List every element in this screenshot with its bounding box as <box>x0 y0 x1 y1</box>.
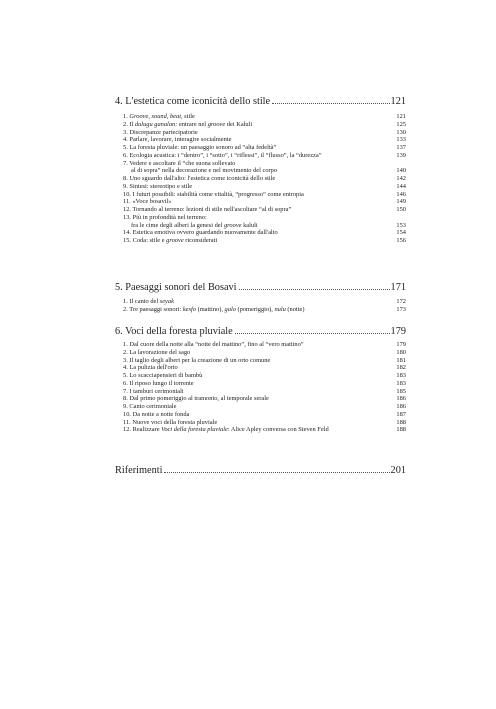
entry-title-text: kaluli <box>241 221 258 229</box>
entry-title <box>123 411 189 419</box>
entry-title <box>123 341 304 349</box>
entry-page-number: 179 <box>396 341 406 348</box>
entry-page-number: 172 <box>396 298 406 305</box>
entry-title-text: 9. Sintesi: stereotipo e stile <box>123 182 193 190</box>
chapter-page-number: 201 <box>390 465 406 476</box>
entry-title-italic: Voci della foresta pluviale <box>161 426 228 434</box>
entry-title-text: 2. Tre paesaggi sonori: <box>123 305 183 313</box>
entry-title-text: 4. Parlare, lavorare, interagire socialmente <box>123 136 232 144</box>
entry-title-text: 5. La foresta pluviale: un paesaggio sonoro ad “alta fedeltà” <box>123 144 277 151</box>
entry-title-text: 11. «Voce bosavil» <box>123 198 172 206</box>
chapter-title: 6. Voci della foresta pluviale <box>115 326 233 337</box>
chapter-page-number: 171 <box>390 282 406 293</box>
toc-entry <box>123 388 406 396</box>
entry-title-italic: groove <box>223 221 242 229</box>
entry-title-italic: groove <box>166 237 184 244</box>
entry-title <box>123 121 252 129</box>
entry-title <box>123 229 278 237</box>
entry-title <box>123 129 198 137</box>
entry-title-text: (pomeriggio), <box>235 305 275 313</box>
entry-title-text: 9. Canto cerimoniale <box>123 403 177 410</box>
entry-page-number: 144 <box>396 182 406 190</box>
toc-entry <box>131 222 406 230</box>
entry-title <box>123 364 178 372</box>
toc-entry <box>123 357 406 365</box>
entry-title-text: (notte) <box>285 305 305 313</box>
entry-title <box>123 306 304 314</box>
chapter-title: 5. Paesaggi sonori del Bosavi <box>115 282 237 293</box>
toc-entry <box>123 298 406 306</box>
entry-title-text: , stile <box>180 113 195 120</box>
entry-title-text: 8. Uno sguardo dall'alto: l'estetica come iconicità dello stile <box>123 175 276 182</box>
toc-entry <box>123 341 406 349</box>
entry-title-text: 2. Il <box>123 120 135 128</box>
entry-title-text: 14. Estetica emotiva ovvero guardando nuovamente dall'alto <box>123 229 278 237</box>
toc-entry <box>123 144 406 152</box>
entry-title-text: 10. I futuri possibili: stabilità come vitalità, “progresso” come entropia <box>123 190 304 198</box>
toc-entry <box>123 349 406 357</box>
toc-entry <box>123 380 406 388</box>
toc-entry <box>131 167 406 175</box>
toc-entry <box>123 214 406 222</box>
entry-title-italic: nulu <box>274 305 286 313</box>
entry-title-text: 6. Ecologia acustica: i “dentro”, i “sotto”, i “riflessi”, il “flusso”, la “durezza” <box>123 151 322 159</box>
entry-title-text: 12. Realizzare <box>123 426 162 434</box>
entry-page-number: 173 <box>396 305 406 313</box>
entry-page-number: 156 <box>396 237 406 244</box>
entry-page-number: 150 <box>396 206 406 213</box>
entry-title <box>123 206 291 214</box>
entry-title <box>123 183 192 191</box>
entry-title <box>123 175 275 183</box>
chapter-page-number: 179 <box>390 326 406 337</box>
entry-title-italic: kesfo <box>182 305 196 313</box>
entry-title-text: riconsiderati <box>183 237 218 244</box>
entry-title-text: 4. La pulizia dell'orto <box>123 364 178 372</box>
entry-page-number: 186 <box>396 403 406 410</box>
entry-page-number: 139 <box>396 151 406 159</box>
entry-title-text: dei Kaluli <box>225 120 253 128</box>
toc-entry <box>123 364 406 372</box>
entry-title-italic: dulugu ganalan: <box>134 120 178 128</box>
entry-title-text: 1. Il canto del <box>123 298 160 305</box>
entry-title-text: 7. I tamburi cerimoniali <box>123 387 184 395</box>
entry-title-italic: seyak <box>159 298 174 305</box>
toc-entry <box>123 121 406 129</box>
entry-page-number: 185 <box>396 387 406 395</box>
entry-title-italic: groove <box>207 120 226 128</box>
entry-page-number: 188 <box>396 426 406 434</box>
entry-page-number: 140 <box>396 167 406 175</box>
toc-entry <box>123 113 406 121</box>
entry-title-text: 2. La lavorazione del sago <box>123 348 191 356</box>
entry-title-italic: Groove, sound, beat <box>129 113 181 120</box>
entry-title <box>123 191 304 199</box>
chapter-title: Riferimenti <box>115 465 163 476</box>
entry-title-text: 11. Nuove voci della foresta pluviale <box>123 418 218 426</box>
toc-entry <box>123 411 406 419</box>
toc-entry <box>123 191 406 199</box>
entry-title <box>123 426 329 434</box>
entry-page-number: 186 <box>396 395 406 403</box>
entry-title <box>123 357 270 365</box>
entry-title <box>123 214 207 222</box>
toc-entry <box>123 152 406 160</box>
entry-page-number: 125 <box>396 120 406 128</box>
chapter-heading <box>115 282 406 294</box>
toc-entry <box>123 129 406 137</box>
entry-title <box>131 167 277 175</box>
entry-page-number: 142 <box>396 175 406 182</box>
entry-page-number: 133 <box>396 136 406 144</box>
toc-entry <box>123 160 406 168</box>
entry-page-number: 121 <box>396 113 406 120</box>
toc-entry <box>123 175 406 183</box>
entry-title-text: 6. Il riposo lungo il torrente <box>123 379 194 387</box>
entry-title-text: 3. Discrepanze partecipatorie <box>123 128 198 136</box>
entry-title <box>123 395 269 403</box>
entry-title <box>123 298 174 306</box>
toc-entry <box>123 229 406 237</box>
toc-entry <box>123 198 406 206</box>
entry-page-number: 183 <box>396 372 406 379</box>
entry-title <box>123 198 171 206</box>
chapter-heading <box>115 465 406 477</box>
entry-title <box>123 113 195 121</box>
toc-entry <box>123 426 406 434</box>
entry-title <box>123 380 194 388</box>
entry-page-number: 137 <box>396 144 406 151</box>
entry-page-number: 182 <box>396 364 406 372</box>
entry-title <box>123 403 176 411</box>
toc-entry <box>123 183 406 191</box>
entry-title <box>123 349 190 357</box>
entry-title-text: 1. <box>123 113 130 120</box>
entry-title <box>123 372 202 380</box>
entry-title-italic: galo <box>224 305 236 313</box>
dot-leader <box>235 332 390 334</box>
entry-title-text: 7. Vedere e ascoltare il “che suona sollevato <box>123 159 236 167</box>
entry-title <box>123 144 276 152</box>
toc-entry <box>123 206 406 214</box>
chapter-heading <box>115 326 406 338</box>
entry-title <box>123 160 235 168</box>
toc-entry <box>123 419 406 427</box>
entry-title-text: (mattino), <box>195 305 225 313</box>
entry-title-text: fra le cime degli alberi la genesi del <box>131 221 224 229</box>
entry-title-text: al di sopra” nella decorazione e nel movimento del corpo <box>131 167 278 175</box>
toc-entry <box>123 395 406 403</box>
entry-title-text: 5. Lo scacciapensieri di bambù <box>123 372 203 379</box>
toc-entry <box>123 372 406 380</box>
entry-page-number: 187 <box>396 410 406 418</box>
entry-title-text: 15. Coda: stile e <box>123 237 167 244</box>
chapter-heading <box>115 96 406 108</box>
entry-title <box>123 152 322 160</box>
entry-page-number: 149 <box>396 198 406 206</box>
entry-title <box>131 222 258 230</box>
entry-page-number: 181 <box>396 356 406 364</box>
entry-title <box>123 237 217 245</box>
entry-title-text: 10. Da notte a notte fonda <box>123 410 190 418</box>
dot-leader <box>164 471 389 473</box>
entry-title-text: 3. Il taglio degli alberi per la creazione di un orto comune <box>123 356 271 364</box>
entry-page-number: 130 <box>396 128 406 136</box>
toc-entry <box>123 237 406 245</box>
toc-entry <box>123 136 406 144</box>
toc-entry <box>123 403 406 411</box>
entry-page-number: 154 <box>396 229 406 237</box>
entry-title-text: 1. Dal cuore della notte alla “notte del mattino”, fino al “vero mattino” <box>123 341 304 348</box>
toc-entry <box>123 306 406 314</box>
entry-title <box>123 136 231 144</box>
entry-page-number: 188 <box>396 418 406 426</box>
entry-title <box>123 388 184 396</box>
entry-page-number: 146 <box>396 190 406 198</box>
entry-page-number: 153 <box>396 221 406 229</box>
entry-title-text: 12. Tornando al terreno: lezioni di stile nell'ascoltare “al di sopra” <box>123 206 292 213</box>
chapter-page-number: 121 <box>390 96 406 107</box>
entry-title <box>123 419 217 427</box>
entry-page-number: 183 <box>396 379 406 387</box>
entry-title-text: : Alice Apley conversa con Steven Feld <box>227 426 329 434</box>
dot-leader <box>272 102 389 104</box>
entry-title-text: 13. Più in profondità nel terreno: <box>123 213 207 221</box>
dot-leader <box>239 288 390 290</box>
entry-title-text: entrare nel <box>177 120 208 128</box>
entry-title-text: 8. Dal primo pomeriggio al tramonto, al temporale serale <box>123 395 269 403</box>
entry-page-number: 180 <box>396 348 406 356</box>
chapter-title: 4. L'estetica come iconicità dello stile <box>115 96 271 107</box>
